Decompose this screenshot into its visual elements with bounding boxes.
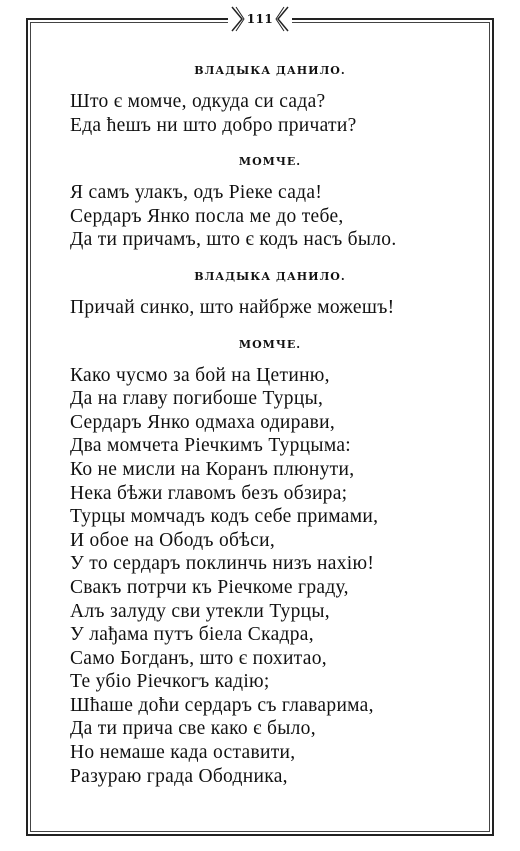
verse-line: Сердаръ Янко одмаха одирави,	[70, 411, 336, 433]
speaker-name: ВЛАДЫКА ДАНИЛО.	[194, 64, 346, 77]
verse-line: Само Богданъ, што є похитао,	[70, 647, 327, 669]
verse-line: Ко не мисли на Коранъ плюнути,	[70, 458, 355, 480]
verse-line: Да ти прича све како є было,	[70, 718, 316, 740]
page-number-ornament	[228, 4, 292, 34]
dialogue-block	[70, 64, 470, 137]
verse-line: Како чусмо за бой на Цетиню,	[70, 364, 330, 386]
verse-line: Алъ залуду сви утекли Турцы,	[70, 600, 330, 622]
verse-line: У лађама путъ біела Скадра,	[70, 624, 314, 646]
play-text	[70, 62, 470, 806]
speaker-name: ВЛАДЫКА ДАНИЛО.	[194, 269, 346, 283]
verse-line: Еда ћешъ ни што добро причати?	[70, 114, 357, 136]
verse-line: Причай синко, што найбрже можешъ!	[70, 296, 395, 318]
verse-line: Нека бѣжи главомъ безъ обзира;	[70, 482, 348, 504]
verse-line: И обое на Ободъ обѣси,	[70, 529, 276, 551]
verse-line: Турцы момчадъ кодъ себе примами,	[70, 506, 379, 528]
verse-line: Шћаше доћи сердаръ съ главарима,	[70, 694, 374, 716]
verse-line: У то сердаръ поклинчь низъ нахію!	[70, 553, 375, 575]
verse-line: Те убіо Ріечкогъ кадію;	[70, 671, 270, 693]
dialogue-block	[70, 338, 470, 789]
dialogue-block	[70, 270, 470, 320]
verse-line: Я самъ улакъ, одъ Ріеке сада!	[70, 182, 323, 204]
speaker-name: МОМЧЕ.	[238, 155, 302, 169]
verse-line: Но немаше када оставити,	[70, 742, 296, 764]
verse-line: Сердаръ Янко посла ме до тебе,	[70, 205, 344, 227]
verse-line: Што є момче, одкуда си сада?	[70, 91, 326, 112]
verse-line: Разураю града Ободника,	[70, 765, 288, 787]
verse-line: Свакъ потрчи къ Ріечкоме граду,	[70, 576, 349, 598]
verse-line: Да ти причамъ, што є кодъ насъ было.	[70, 229, 397, 251]
dialogue-block	[70, 155, 470, 252]
verse-line: Да на главу погибоше Турцы,	[70, 388, 324, 410]
verse-line: Два момчета Ріечкимъ Турцыма:	[70, 435, 351, 457]
speaker-name: МОМЧЕ.	[238, 337, 302, 351]
page-number: 111	[246, 12, 274, 26]
